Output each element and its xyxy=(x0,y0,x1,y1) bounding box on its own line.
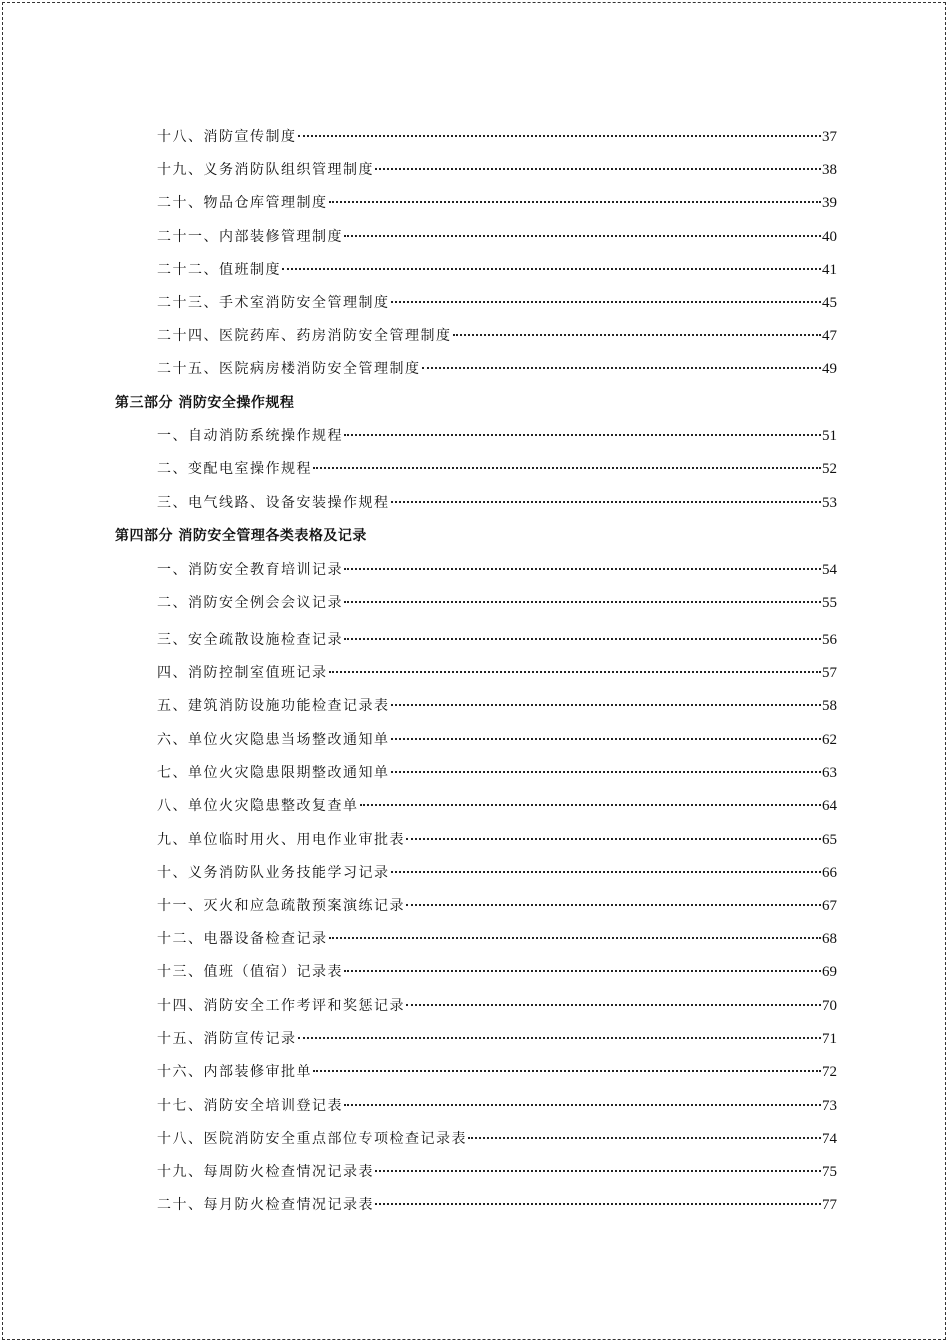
dot-leader xyxy=(329,671,822,673)
dot-leader xyxy=(344,235,821,237)
toc-entry-page: 54 xyxy=(822,562,837,578)
toc-entry-label: 五、建筑消防设施功能检查记录表 xyxy=(157,698,390,714)
toc-entry-label: 十六、内部装修审批单 xyxy=(157,1064,312,1080)
toc-entry-page: 39 xyxy=(822,195,837,211)
toc-entry[interactable] xyxy=(157,863,837,883)
toc-entry-page: 58 xyxy=(822,698,837,714)
toc-entry-label: 十九、每周防火检查情况记录表 xyxy=(157,1164,374,1180)
toc-entry-page: 47 xyxy=(822,328,837,344)
dot-leader xyxy=(313,467,821,469)
dot-leader xyxy=(344,638,821,640)
toc-entry[interactable] xyxy=(157,996,837,1016)
dot-leader xyxy=(406,1004,821,1006)
dot-leader xyxy=(375,1203,821,1205)
toc-entry-label: 十五、消防宣传记录 xyxy=(157,1031,297,1047)
dot-leader xyxy=(329,201,822,203)
toc-entry[interactable] xyxy=(157,426,837,446)
toc-entry-label: 三、电气线路、设备安装操作规程 xyxy=(157,495,390,511)
toc-entry-page: 63 xyxy=(822,765,837,781)
toc-entry-page: 71 xyxy=(822,1031,837,1047)
toc-entry-label: 二十四、医院药库、药房消防安全管理制度 xyxy=(157,328,452,344)
dot-leader xyxy=(391,738,822,740)
toc-entry-label: 十四、消防安全工作考评和奖惩记录 xyxy=(157,998,405,1014)
toc-entry[interactable] xyxy=(157,160,837,180)
dot-leader xyxy=(375,168,821,170)
toc-entry[interactable] xyxy=(157,326,837,346)
dot-leader xyxy=(298,135,822,137)
toc-entry-page: 53 xyxy=(822,495,837,511)
toc-entry-page: 62 xyxy=(822,732,837,748)
toc-entry[interactable] xyxy=(157,560,837,580)
dot-leader xyxy=(344,970,821,972)
toc-entry[interactable] xyxy=(157,1162,837,1182)
toc-entry-label: 十三、值班（值宿）记录表 xyxy=(157,964,343,980)
toc-entry-page: 37 xyxy=(822,129,837,145)
toc-entry-page: 51 xyxy=(822,428,837,444)
toc-entry-page: 38 xyxy=(822,162,837,178)
dot-leader xyxy=(329,937,822,939)
toc-entry-label: 一、消防安全教育培训记录 xyxy=(157,562,343,578)
dot-leader xyxy=(391,301,822,303)
toc-entry-label: 十九、义务消防队组织管理制度 xyxy=(157,162,374,178)
toc-entry[interactable] xyxy=(157,1029,837,1049)
toc-entry-page: 72 xyxy=(822,1064,837,1080)
toc-entry[interactable] xyxy=(157,459,837,479)
toc-entry[interactable] xyxy=(157,830,837,850)
toc-entry[interactable] xyxy=(157,127,837,147)
toc-entry[interactable] xyxy=(157,630,837,650)
toc-entry-label: 六、单位火灾隐患当场整改通知单 xyxy=(157,732,390,748)
dot-leader xyxy=(282,268,821,270)
toc-entry[interactable] xyxy=(157,1096,837,1116)
dot-leader xyxy=(344,568,821,570)
toc-entry-label: 二十五、医院病房楼消防安全管理制度 xyxy=(157,361,421,377)
toc-entry-page: 66 xyxy=(822,865,837,881)
toc-entry-page: 56 xyxy=(822,632,837,648)
toc-entry-label: 二十二、值班制度 xyxy=(157,262,281,278)
toc-entry-page: 74 xyxy=(822,1131,837,1147)
dot-leader xyxy=(406,838,821,840)
section-heading-part3[interactable]: 第三部分 消防安全操作规程 xyxy=(115,395,295,411)
toc-entry-page: 67 xyxy=(822,898,837,914)
toc-entry-label: 二十三、手术室消防安全管理制度 xyxy=(157,295,390,311)
toc-entry-label: 四、消防控制室值班记录 xyxy=(157,665,328,681)
toc-entry-label: 二十、每月防火检查情况记录表 xyxy=(157,1197,374,1213)
toc-entry[interactable] xyxy=(157,962,837,982)
dot-leader xyxy=(344,601,821,603)
toc-entry[interactable] xyxy=(157,227,837,247)
toc-entry-page: 65 xyxy=(822,832,837,848)
toc-entry-page: 77 xyxy=(822,1197,837,1213)
toc-entry-page: 75 xyxy=(822,1164,837,1180)
toc-entry[interactable] xyxy=(157,929,837,949)
toc-entry-label: 一、自动消防系统操作规程 xyxy=(157,428,343,444)
toc-entry-label: 二十一、内部装修管理制度 xyxy=(157,229,343,245)
toc-entry-label: 八、单位火灾隐患整改复查单 xyxy=(157,798,359,814)
toc-entry-page: 73 xyxy=(822,1098,837,1114)
toc-entry-label: 二十、物品仓库管理制度 xyxy=(157,195,328,211)
toc-entry-label: 九、单位临时用火、用电作业审批表 xyxy=(157,832,405,848)
toc-entry[interactable] xyxy=(157,359,837,379)
dot-leader xyxy=(391,501,822,503)
toc-entry-label: 七、单位火灾隐患限期整改通知单 xyxy=(157,765,390,781)
dot-leader xyxy=(453,334,822,336)
toc-entry-label: 三、安全疏散设施检查记录 xyxy=(157,632,343,648)
toc-entry-label: 二、消防安全例会会议记录 xyxy=(157,595,343,611)
toc-entry-page: 70 xyxy=(822,998,837,1014)
dot-leader xyxy=(298,1037,822,1039)
toc-entry[interactable] xyxy=(157,1195,837,1215)
toc-entry[interactable] xyxy=(157,1062,837,1082)
section-heading-part4[interactable]: 第四部分 消防安全管理各类表格及记录 xyxy=(115,528,367,544)
toc-entry[interactable] xyxy=(157,293,837,313)
toc-entry-label: 二、变配电室操作规程 xyxy=(157,461,312,477)
dot-leader xyxy=(360,804,822,806)
toc-entry-page: 49 xyxy=(822,361,837,377)
dot-leader xyxy=(344,1104,821,1106)
toc-entry-page: 55 xyxy=(822,595,837,611)
toc-entry[interactable] xyxy=(157,193,837,213)
toc-entry[interactable] xyxy=(157,260,837,280)
toc-entry-page: 41 xyxy=(822,262,837,278)
toc-entry-page: 40 xyxy=(822,229,837,245)
toc-entry-page: 68 xyxy=(822,931,837,947)
dot-leader xyxy=(422,367,822,369)
toc-entry-label: 十八、消防宣传制度 xyxy=(157,129,297,145)
toc-entry[interactable] xyxy=(157,763,837,783)
toc-entry-page: 69 xyxy=(822,964,837,980)
toc-entry[interactable] xyxy=(157,593,837,613)
dot-leader xyxy=(406,904,821,906)
dot-leader xyxy=(313,1070,821,1072)
toc-entry[interactable] xyxy=(157,663,837,683)
dot-leader xyxy=(375,1170,821,1172)
dot-leader xyxy=(344,434,821,436)
toc-entry-label: 十七、消防安全培训登记表 xyxy=(157,1098,343,1114)
toc-entry[interactable] xyxy=(157,896,837,916)
toc-entry[interactable] xyxy=(157,796,837,816)
toc-entry-label: 十一、灭火和应急疏散预案演练记录 xyxy=(157,898,405,914)
toc-entry-page: 45 xyxy=(822,295,837,311)
dot-leader xyxy=(391,871,822,873)
toc-entry-page: 52 xyxy=(822,461,837,477)
dot-leader xyxy=(468,1137,821,1139)
toc-entry-page: 57 xyxy=(822,665,837,681)
toc-entry-label: 十、义务消防队业务技能学习记录 xyxy=(157,865,390,881)
toc-entry-page: 64 xyxy=(822,798,837,814)
toc-entry-label: 十八、医院消防安全重点部位专项检查记录表 xyxy=(157,1131,467,1147)
toc-entry[interactable] xyxy=(157,730,837,750)
toc-entry-label: 十二、电器设备检查记录 xyxy=(157,931,328,947)
dot-leader xyxy=(391,704,822,706)
toc-entry[interactable] xyxy=(157,493,837,513)
dot-leader xyxy=(391,771,822,773)
toc-entry[interactable] xyxy=(157,1129,837,1149)
toc-entry[interactable] xyxy=(157,696,837,716)
